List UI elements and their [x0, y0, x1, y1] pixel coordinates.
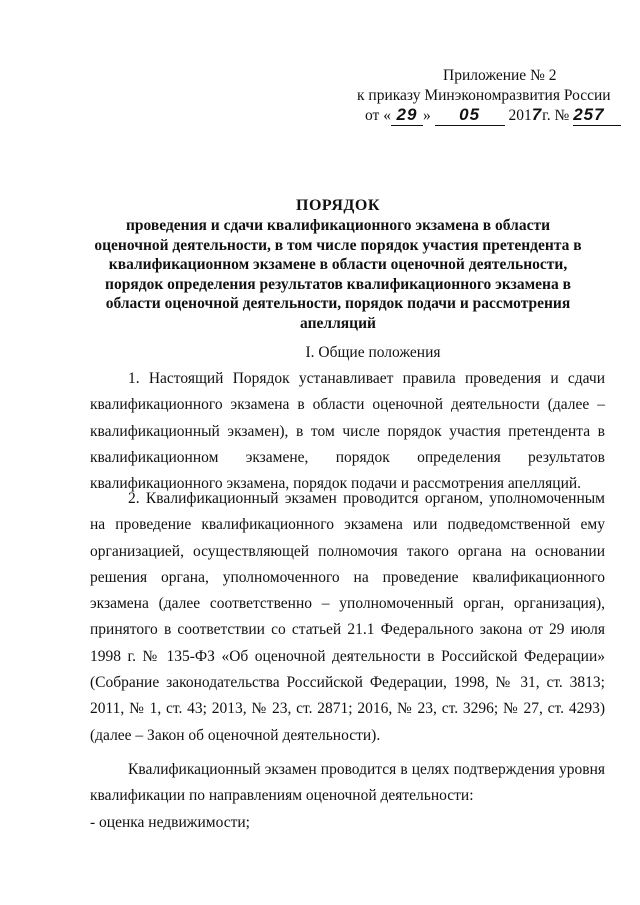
appendix-label: Приложение № 2 [443, 67, 557, 84]
paragraph-3-text: Квалификационный экзамен проводится в целях подтверждения уровня квалификации по направлениям оценочной деятельности: [90, 761, 605, 805]
document-title: ПОРЯДОК [296, 197, 380, 214]
order-date-line [365, 105, 621, 126]
list-item: - оценка недвижимости; [90, 814, 250, 831]
date-day: 29 [391, 105, 423, 126]
section-heading: I. Общие положения [305, 344, 441, 361]
date-month: 05 [435, 105, 505, 126]
date-prefix: от « [365, 107, 391, 124]
paragraph-2 [90, 486, 605, 749]
order-reference: к приказу Минэкономразвития России [357, 87, 611, 104]
paragraph-1-text: 1. Настоящий Порядок устанавливает правила проведения и сдачи квалификационного экзамена в области оценочной деятельности (далее – квалификационный экзамен), в том числе порядок участия претендента в квалификационном экзамене, порядок определения результатов квалификационного экзамена, порядок подачи и рассмотрения апелляций. [90, 370, 605, 493]
paragraph-3 [90, 757, 605, 810]
number-prefix: г. № [542, 107, 570, 124]
paragraph-2-text: 2. Квалификационный экзамен проводится органом, уполномоченным на проведение квалификационного экзамена или подведомственной ему организацией, осуществляющей полномочия такого органа на основании решения органа, уполномоченного на проведение квалификационного экзамена (далее соответственно – уполномоченный орган, организация), принятого в соответствии со статьей 21.1 Федерального закона от 29 июля 1998 г. № 135-ФЗ «Об оценочной деятельности в Российской Федерации» (Собрание законодательства Российской Федерации, 1998, № 31, ст. 3813; 2011, № 1, ст. 43; 2013, № 23, ст. 2871; 2016, № 23, ст. 3296; № 27, ст. 4293) (далее – Закон об оценочной деятельности). [90, 490, 605, 744]
order-number: 257 [573, 105, 621, 126]
year-prefix: 201 [508, 107, 532, 124]
paragraph-1 [90, 366, 605, 497]
document-subtitle: проведения и сдачи квалификационного экзамена в области оценочной деятельности, в том числе порядок участия претендента в квалификационном экзамене в области оценочной деятельности, порядок определения результатов квалификационного экзамена в области оценочной деятельности, порядок подачи и рассмотрения апелляций [94, 217, 582, 332]
year-suffix: 7 [531, 105, 543, 124]
date-mid: » [422, 107, 431, 124]
